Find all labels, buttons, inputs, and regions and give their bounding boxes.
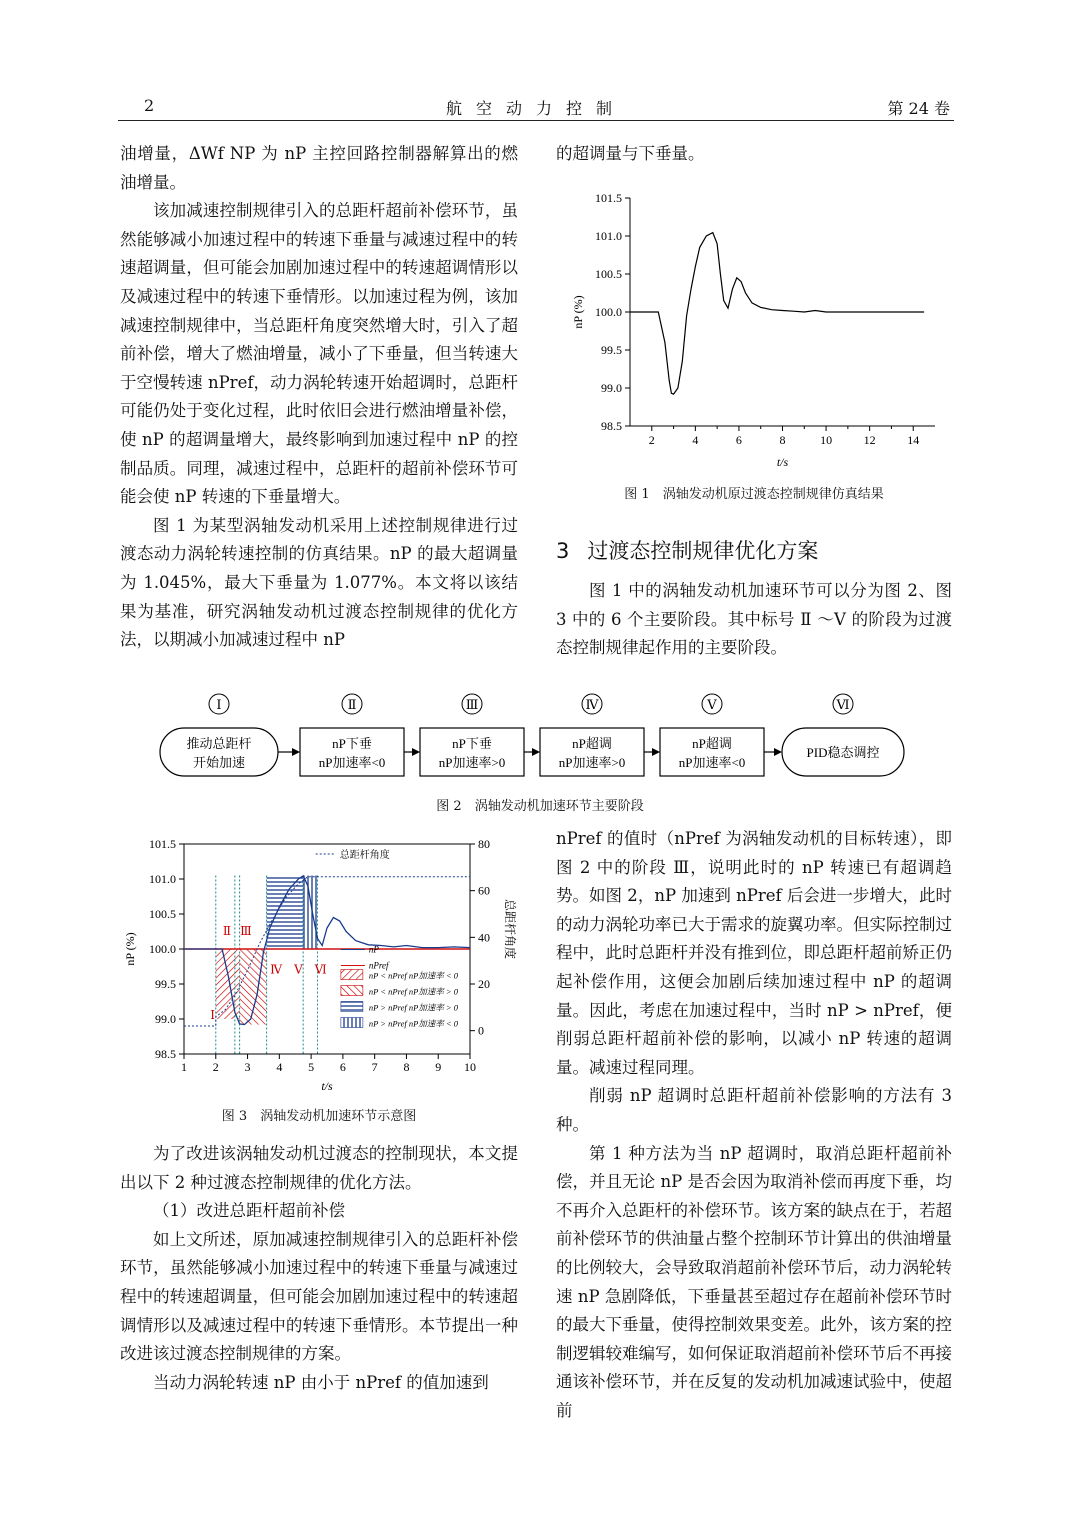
y-right-tick-label: 40 [478, 930, 490, 945]
legend-label: nP > nPref nP加速率 < 0 [368, 1018, 459, 1029]
stage-number: Ⅲ [465, 697, 479, 712]
x-tick-label: 2 [648, 433, 655, 447]
x-tick-label: 7 [371, 1060, 378, 1074]
y-right-tick-label: 0 [478, 1023, 484, 1038]
stage-line-2: nP加速率>0 [438, 755, 506, 770]
x-axis-label: t/s [776, 455, 789, 469]
section-title: 过渡态控制规律优化方案 [587, 538, 819, 563]
x-tick-label: 8 [779, 433, 786, 447]
y-right-tick-label: 60 [478, 883, 490, 898]
stage-label: Ⅳ [270, 962, 283, 977]
figure-3-caption: 图 3 涡轴发动机加速环节示意图 [221, 1109, 417, 1124]
stage-line-1: 推动总距杆 [186, 736, 252, 751]
page-number: 2 [144, 96, 155, 115]
paragraph: 为了改进该涡轴发动机过渡态的控制现状，本文提出以下 2 种过渡态控制规律的优化方法。 [120, 1144, 518, 1192]
stage-line-1: nP下垂 [332, 736, 372, 751]
figure-1-caption: 图 1 涡轴发动机原过渡态控制规律仿真结果 [624, 487, 884, 502]
y-tick-label: 100.0 [595, 305, 622, 319]
paragraph: 图 1 中的涡轴发动机加速环节可以分为图 2、图 3 中的 6 个主要阶段。其中标号 Ⅱ ～Ⅴ 的阶段为过渡态控制规律起作用的主要阶段。 [556, 581, 952, 658]
stage-hatch-region [303, 876, 317, 950]
legend-swatch-hatch [341, 986, 363, 996]
figure-3-chart [118, 828, 528, 1098]
section-number: 3 [556, 538, 570, 563]
x-tick-label: 5 [308, 1060, 315, 1074]
paragraph: nPref 的值时（nPref 为涡轴发动机的目标转速），即图 2 中的阶段 Ⅲ，说明此时的 nP 转速已有超调趋势。如图 2，nP 加速到 nPref 后会进一步增大，此时的动力涡轮功率已大于需求的旋翼功率。但实际控制过程中，此时总距杆并没有推到位，即总距杆超前矫正仍起补偿作用，这便会加剧后续加速过程中 nP 的超调量。因此，考虑在加速过程中，当时 nP > nPref，便削弱总距杆超前补偿的影响，以减小 nP 转速的超调量。减速过程同理。 [556, 829, 952, 1077]
paragraph: 当动力涡轮转速 nP 由小于 nPref 的值加速到 [153, 1372, 489, 1392]
running-header [118, 96, 954, 121]
legend-label: 总距杆角度 [339, 850, 390, 861]
x-tick-label: 3 [244, 1060, 251, 1074]
left-column-top [120, 140, 518, 655]
x-tick-label: 6 [735, 433, 742, 447]
legend-label: nP < nPref nP加速率 > 0 [368, 986, 459, 997]
y-axis-label: nP (%) [571, 295, 585, 329]
stage-label: Ⅵ [314, 962, 327, 977]
stage-hatch-region [267, 876, 304, 950]
x-tick-label: 4 [692, 433, 699, 447]
stage-number: Ⅵ [836, 697, 850, 712]
figure-1-chart [560, 186, 950, 476]
y-tick-label: 101.5 [595, 191, 622, 205]
np-series-line [630, 233, 924, 395]
stage-label: Ⅰ [210, 1008, 215, 1022]
paragraph: 第 1 种方法为当 nP 超调时，取消总距杆超前补偿，并且无论 nP 是否会因为取消补偿而再度下垂，均不再介入总距杆的补偿环节。该方案的缺点在于，若超前补偿环节的供油量占整个控制环节计算出的供油增量的比例较大，会导致取消超前补偿环节后，动力涡轮转速 nP 急剧降低，下垂量甚至超过存在超前补偿环节时的最大下垂量，使得控制效果变差。此外，该方案的控制逻辑较难编写，如何保证取消超前补偿环节后不再接通该补偿环节，并在反复的发动机加减速试验中，使超前 [556, 1143, 952, 1420]
stage-line-1: nP超调 [692, 736, 732, 751]
y-tick-label: 101.0 [595, 229, 622, 243]
volume-label: 第 24 卷 [887, 99, 950, 118]
stage-number: Ⅴ [707, 697, 717, 712]
stage-line-2: nP加速率<0 [678, 755, 746, 770]
legend-label: nP < nPref nP加速率 < 0 [368, 970, 459, 981]
paragraph: 的超调量与下垂量。 [556, 144, 705, 163]
arrow-head [532, 748, 540, 756]
stage-number: Ⅰ [216, 697, 222, 712]
stage-label: Ⅴ [294, 962, 303, 977]
paragraph: 削弱 nP 超调时总距杆超前补偿影响的方法有 3 种。 [556, 1086, 952, 1134]
x-axis-label: t/s [321, 1079, 333, 1093]
legend-label: nP [368, 944, 379, 955]
y-tick-label: 101.5 [149, 837, 176, 851]
legend-label: nPref [368, 960, 389, 971]
paragraph: 如上文所述，原加减速控制规律引入的总距杆补偿环节，虽然能够减小加速过程中的转速下垂量与减速过程中的转速超调量，但可能会加剧加速过程中的转速超调情形以及减速过程中的转速下垂情形。本节提出一种改进该过渡态控制规律的方案。 [120, 1229, 518, 1364]
x-tick-label: 6 [339, 1060, 346, 1074]
legend-swatch-hatch [341, 1002, 363, 1012]
paragraph: （1）改进总距杆超前补偿 [153, 1201, 345, 1221]
stage-line-2: nP加速率>0 [558, 755, 626, 770]
y-right-axis-label: 总距杆角度 [503, 898, 517, 960]
y-right-tick-label: 20 [478, 977, 490, 991]
stage-number: Ⅱ [347, 697, 357, 712]
arrow-head [412, 748, 420, 756]
stage-line-2: nP加速率<0 [318, 755, 386, 770]
y-tick-label: 101.0 [149, 872, 176, 886]
y-tick-label: 100.5 [595, 267, 622, 281]
x-tick-label: 2 [212, 1060, 219, 1074]
y-axis-label: nP (%) [123, 932, 137, 966]
paragraph: 图 1 为某型涡轴发动机采用上述控制规律进行过渡态动力涡轮转速控制的仿真结果。nP 的最大超调量为 1.045%，最大下垂量为 1.077%。本文将以该结果为基准，研究涡轴发动机过渡态控制规律的优化方法，以期减小加减速过程中 nP [120, 515, 518, 650]
legend-label: nP > nPref nP加速率 > 0 [368, 1002, 459, 1013]
figure-2-flow [150, 690, 930, 790]
stage-line-1: PID稳态调控 [806, 745, 880, 760]
x-tick-label: 1 [181, 1060, 187, 1074]
stage-label: Ⅱ [222, 924, 231, 938]
stage-line-1: nP下垂 [452, 736, 492, 751]
left-column-bottom [120, 1140, 518, 1397]
arrow-head [292, 748, 300, 756]
x-tick-label: 10 [820, 433, 833, 447]
y-tick-label: 99.5 [601, 343, 622, 357]
x-tick-label: 14 [907, 433, 920, 447]
legend-swatch-hatch [341, 1018, 363, 1028]
right-column-bottom [556, 825, 952, 1425]
arrow-head [652, 748, 660, 756]
legend-swatch-hatch [341, 970, 363, 980]
arrow-head [774, 748, 782, 756]
paragraph: 该加减速控制规律引入的总距杆超前补偿环节，虽然能够减小加速过程中的转速下垂量与减速过程中的转速超调量，但可能会加剧加速过程中的转速超调情形以及减速过程中的转速下垂情形。以加速过程为例，该加减速控制规律中，当总距杆角度突然增大时，引入了超前补偿，增大了燃油增量，减小了下垂量，但当转速大于空慢转速 nPref，动力涡轮转速开始超调时，总距杆可能仍处于变化过程，此时依旧会进行燃油增量补偿，使 nP 的超调量增大，最终影响到加速过程中 nP 的控制品质。同理，减速过程中，总距杆的超前补偿环节可能会使 nP 转速的下垂量增大。 [120, 201, 518, 507]
y-tick-label: 98.5 [155, 1047, 176, 1061]
figure-2-caption: 图 2 涡轴发动机加速环节主要阶段 [436, 799, 644, 814]
y-tick-label: 100.5 [149, 907, 176, 921]
y-tick-label: 99.0 [155, 1012, 176, 1026]
stage-number: Ⅳ [585, 697, 599, 712]
x-tick-label: 12 [863, 433, 876, 447]
x-tick-label: 9 [435, 1060, 442, 1074]
stage-label: Ⅲ [240, 924, 252, 938]
journal-title: 航空动力控制 [445, 99, 626, 118]
y-tick-label: 99.5 [155, 977, 176, 991]
x-tick-label: 4 [276, 1060, 283, 1074]
y-tick-label: 100.0 [149, 942, 176, 956]
stage-hatch-region [216, 949, 240, 1019]
paragraph: 油增量，ΔWf NP 为 nP 主控回路控制器解算出的燃油增量。 [120, 144, 518, 192]
y-tick-label: 98.5 [601, 419, 622, 433]
x-tick-label: 10 [464, 1060, 476, 1074]
y-tick-label: 99.0 [601, 381, 622, 395]
stage-line-1: nP超调 [572, 736, 612, 751]
y-right-tick-label: 80 [478, 837, 490, 851]
x-tick-label: 8 [403, 1060, 410, 1074]
section-heading [556, 537, 952, 566]
stage-line-2: 开始加速 [192, 755, 246, 770]
